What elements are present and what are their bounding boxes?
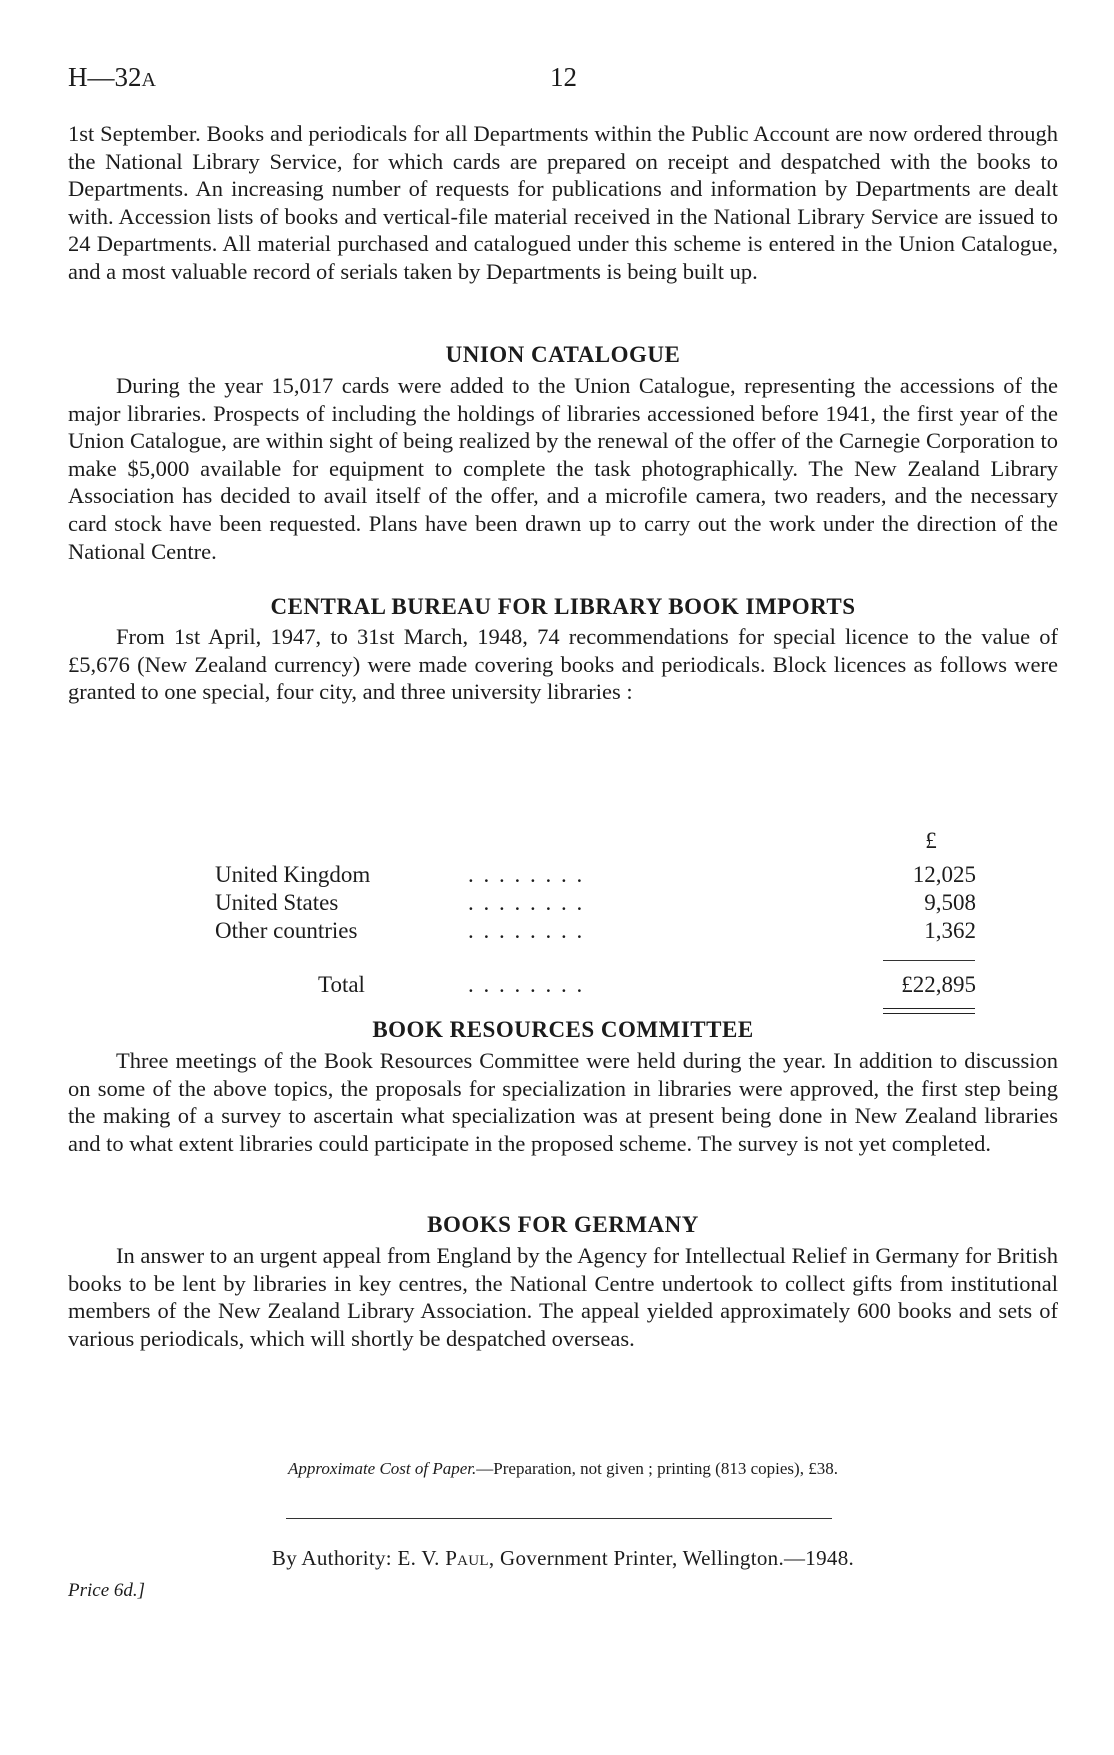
table-row: [68, 862, 1058, 890]
currency-header: £: [925, 828, 937, 853]
cost-of-paper-note: [68, 1459, 1058, 1479]
union-catalogue-heading: UNION CATALOGUE: [445, 342, 681, 367]
page-number: 12: [550, 62, 577, 92]
intro-paragraph: 1st September. Books and periodicals for all Departments within the Public Account are now ordered through the National Library Service, for which cards are prepared on receipt and despatched with the books to Departments. An increasing number of requests for publications and information by Departments are dealt with. Accession lists of books and vertical-file material received in the National Library Service are issued to 24 Departments. All material purchased and catalogued under this scheme is entered in the Union Catalogue, and a most valuable record of serials taken by Departments is being built up.: [68, 121, 1058, 284]
table-row: [68, 890, 1058, 918]
row-label: Other countries: [215, 918, 358, 943]
total-amount: £22,895: [901, 972, 976, 997]
cost-label: Approximate Cost of Paper.: [288, 1459, 477, 1478]
total-label: Total: [318, 972, 365, 997]
row-label: United States: [215, 890, 339, 915]
central-bureau-heading: CENTRAL BUREAU FOR LIBRARY BOOK IMPORTS: [270, 594, 856, 619]
table-row: [68, 918, 1058, 946]
row-amount: 12,025: [912, 862, 976, 887]
page-header: [68, 62, 1046, 102]
book-resources-heading: BOOK RESOURCES COMMITTEE: [372, 1017, 754, 1042]
dot-leaders: . . . . . . . .: [468, 890, 585, 915]
central-bureau-paragraph: From 1st April, 1947, to 31st March, 1948, 74 recommendations for special licence to the value of £5,676 (New Zealand currency) were made covering books and periodicals. Block licences as follows were granted to one special, four city, and three university libraries :: [68, 624, 1058, 705]
books-germany-heading: BOOKS FOR GERMANY: [427, 1212, 699, 1237]
dot-leaders: . . . . . . . .: [468, 918, 585, 943]
subtotal-rule: [883, 960, 975, 961]
price-note: Price 6d.]: [68, 1580, 146, 1601]
total-double-rule: [883, 1008, 975, 1014]
licence-table: [68, 828, 1058, 998]
books-germany-paragraph: In answer to an urgent appeal from England by the Agency for Intellectual Relief in Germany for British books to be lent by libraries in key centres, the National Centre undertook to collect gifts from institutional members of the New Zealand Library Association. The appeal yielded approximately 600 books and sets of various periodicals, which will shortly be despatched overseas.: [68, 1243, 1058, 1351]
total-row: [68, 972, 1058, 1000]
document-reference: H—32A: [68, 62, 156, 92]
row-label: United Kingdom: [215, 862, 371, 887]
dot-leaders: . . . . . . . .: [468, 972, 585, 997]
printer-name: Paul: [445, 1546, 489, 1570]
printer-authority-line: By Authority: E. V. Paul, Government Printer, Wellington.—1948.: [271, 1546, 855, 1570]
row-amount: 1,362: [924, 918, 976, 943]
footer-divider: [286, 1518, 832, 1519]
row-amount: 9,508: [924, 890, 976, 915]
dot-leaders: . . . . . . . .: [468, 862, 585, 887]
cost-text: —Preparation, not given ; printing (813 copies), £38.: [476, 1459, 838, 1478]
book-resources-paragraph: Three meetings of the Book Resources Committee were held during the year. In addition to discussion on some of the above topics, the proposals for specialization in libraries were approved, the first step being the making of a survey to ascertain what specialization was at present being done in New Zealand libraries and to what extent libraries could participate in the proposed scheme. The survey is not yet completed.: [68, 1048, 1058, 1156]
union-catalogue-paragraph: During the year 15,017 cards were added to the Union Catalogue, representing the accessions of the major libraries. Prospects of including the holdings of libraries accessioned before 1941, the first year of the Union Catalogue, are within sight of being realized by the renewal of the offer of the Carnegie Corporation to make $5,000 available for equipment to complete the task photographically. The New Zealand Library Association has decided to avail itself of the offer, and a microfile camera, two readers, and the necessary card stock have been requested. Plans have been drawn up to carry out the work under the direction of the National Centre.: [68, 373, 1058, 564]
